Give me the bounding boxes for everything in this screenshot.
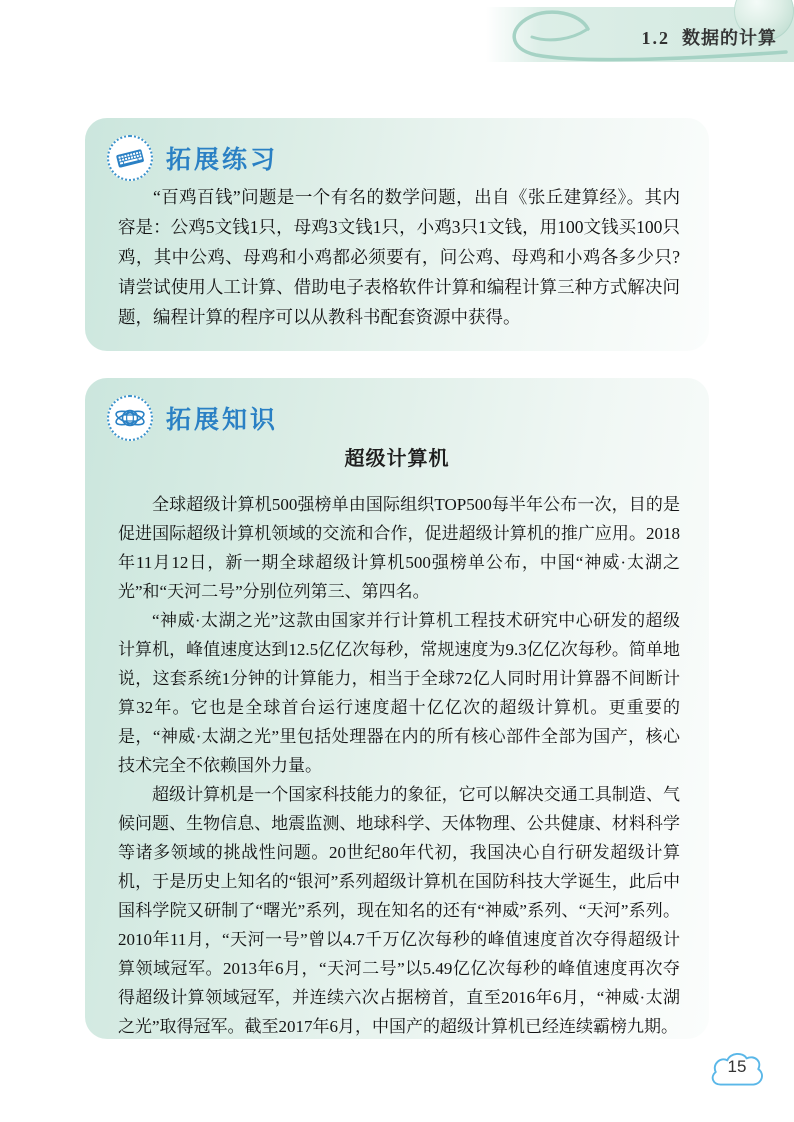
knowledge-box-header — [107, 395, 278, 441]
section-title: 数据的计算 — [682, 28, 777, 48]
practice-box-body — [118, 182, 680, 332]
knowledge-box-body — [118, 490, 680, 1041]
globe-orbit-icon — [107, 395, 153, 441]
practice-box-header — [107, 135, 278, 181]
practice-box-title: 拓展练习 — [166, 146, 279, 174]
article-title: 超级计算机 — [344, 448, 450, 470]
section-number: 1.2 — [641, 28, 670, 48]
knowledge-paragraph: 全球超级计算机500强榜单由国际组织TOP500每半年公布一次，目的是促进国际超级计算机领域的交流和合作，促进超级计算机的推广应用。2018年11月12日，新一期全球超级计算机500强榜单公布，中国“神威·太湖之光”和“天河二号”分别位列第三、第四名。 — [118, 495, 680, 601]
chapter-title — [642, 24, 778, 50]
knowledge-paragraph: 超级计算机是一个国家科技能力的象征，它可以解决交通工具制造、气候问题、生物信息、地震监测、地球科学、天体物理、公共健康、材料科学等诸多领域的挑战性问题。20世纪80年代初，我国决心自行研发超级计算机，于是历史上知名的“银河”系列超级计算机在国防科技大学诞生，此后中国科学院又研制了“曙光”系列，现在知名的还有“神威”系列、“天河”系列。2010年11月，“天河一号”曾以4.7千万亿次每秒的峰值速度首次夺得超级计算领域冠军。2013年6月，“天河二号”以5.49亿亿次每秒的峰值速度再次夺得超级计算领域冠军，并连续六次占据榜首，直至2016年6月，“神威·太湖之光”取得冠军。截至2017年6月，中国产的超级计算机已经连续霸榜九期。 — [118, 785, 680, 1036]
keyboard-icon — [107, 135, 153, 181]
practice-paragraph: “百鸡百钱”问题是一个有名的数学问题，出自《张丘建算经》。其内容是：公鸡5文钱1只，母鸡3文钱1只，小鸡3只1文钱，用100文钱买100只鸡，其中公鸡、母鸡和小鸡都必须要有，问公鸡、母鸡和小鸡各多少只? 请尝试使用人工计算、借助电子表格软件计算和编程计算三种方式解决问题，编程计算的程序可以从教科书配套资源中获得。 — [118, 187, 680, 327]
practice-box — [85, 118, 709, 351]
knowledge-paragraph: “神威·太湖之光”这款由国家并行计算机工程技术研究中心研发的超级计算机，峰值速度达到12.5亿亿次每秒，常规速度为9.3亿亿次每秒。简单地说，这套系统1分钟的计算能力，相当于全球72亿人同时用计算器不间断计算32年。它也是全球首台运行速度超十亿亿次的超级计算机。更重要的是，“神威·太湖之光”里包括处理器在内的所有核心部件全部为国产，核心技术完全不依赖国外力量。 — [118, 611, 680, 775]
knowledge-box — [85, 378, 709, 1039]
page-number-cloud — [708, 1048, 766, 1094]
knowledge-box-title: 拓展知识 — [166, 406, 279, 434]
page-number: 15 — [727, 1057, 747, 1076]
chapter-header-band — [486, 7, 794, 62]
